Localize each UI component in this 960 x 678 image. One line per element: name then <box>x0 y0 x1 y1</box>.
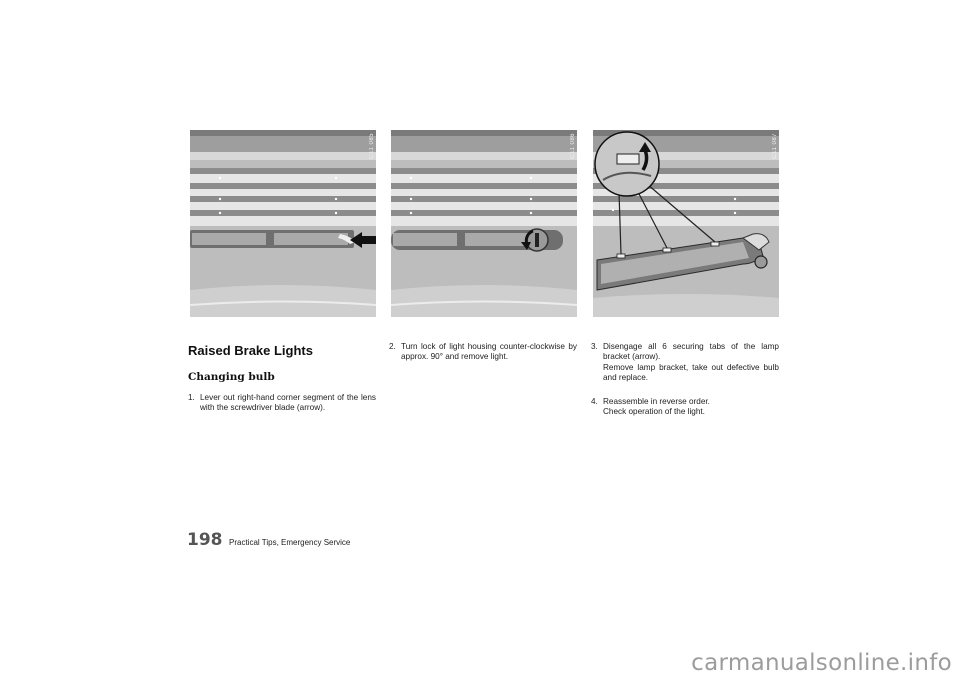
watermark: carmanualsonline.info <box>691 650 952 676</box>
step-text: Disengage all 6 securing tabs of the lamp bracket (arrow). <box>603 342 779 362</box>
page-section-title: Practical Tips, Emergency Service <box>229 538 351 547</box>
step-3 <box>591 342 779 384</box>
step-4 <box>591 397 779 418</box>
figure-1-illustration <box>190 130 376 317</box>
step-number: 1. <box>188 393 195 402</box>
step-text-continued: Check operation of the light. <box>603 407 705 417</box>
figure-lever-out-lens <box>190 130 376 317</box>
page-number: 198 <box>187 530 223 550</box>
step-text: Turn lock of light housing counter-clockwise by approx. 90° and remove light. <box>401 342 577 362</box>
figure-lamp-bracket <box>593 130 779 317</box>
step-text-continued: Remove lamp bracket, take out defective bulb and replace. <box>603 362 779 383</box>
step-number: 2. <box>389 342 396 351</box>
figure-code: C11 087 <box>772 133 778 159</box>
step-number: 4. <box>591 397 598 406</box>
figure-code: C11 085 <box>369 133 375 159</box>
subsection-heading: Changing bulb <box>188 371 275 383</box>
section-heading: Raised Brake Lights <box>188 343 313 358</box>
step-text: Reassemble in reverse order. <box>603 397 710 406</box>
figure-2-illustration <box>391 130 577 317</box>
step-1 <box>188 393 376 414</box>
figure-turn-lock <box>391 130 577 317</box>
figure-code: C11 086 <box>570 133 576 159</box>
step-text: Lever out right-hand corner segment of the lens with the screwdriver blade (arrow). <box>200 393 376 413</box>
step-number: 3. <box>591 342 598 351</box>
step-2 <box>389 342 577 363</box>
figure-3-illustration <box>593 130 779 317</box>
